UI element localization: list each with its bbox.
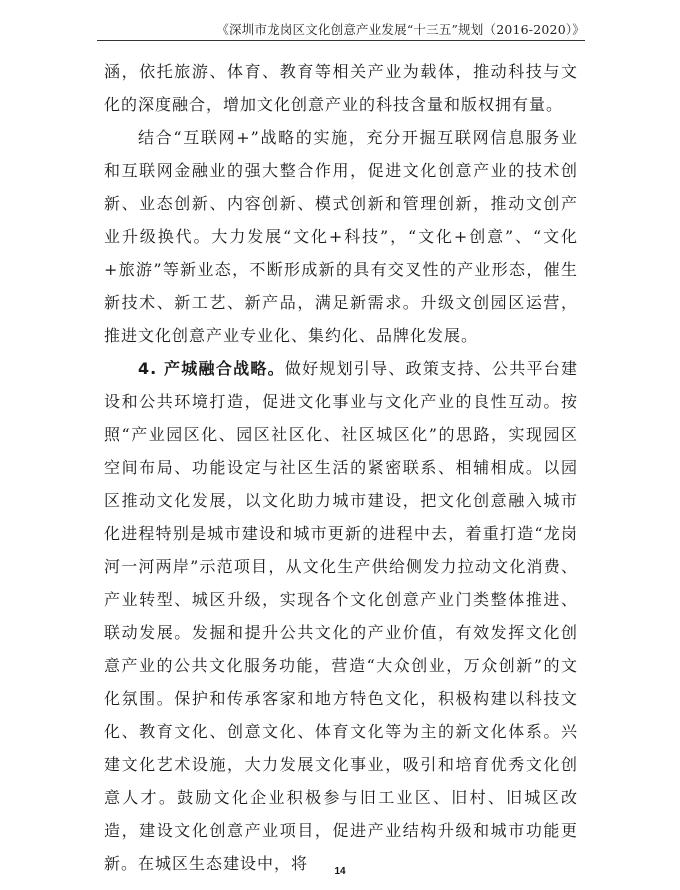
header-divider (97, 40, 585, 41)
paragraph-internet-plus: 结合“互联网+”战略的实施，充分开掘互联网信息服务业和互联网金融业的强大整合作用，促进文化创意产业的技术创新、业态创新、内容创新、模式创新和管理创新，推动文创产业升级换代。大力发展“文化+科技”，“文化+创意”、“文化+旅游”等新业态，不断形成新的具有交叉性的产业形态，催生新技术、新工艺、新产品，满足新需求。升级文创园区运营，推进文化创意产业专业化、集约化、品牌化发展。 (104, 128, 578, 345)
strategy-text: 做好规划引导、政策支持、公共平台建设和公共环境打造，促进文化事业与文化产业的良性互动。按照“产业园区化、园区社区化、社区城区化”的思路，实现园区空间布局、功能设定与社区生活的紧密联系、相辅相成。以园区推动文化发展，以文化助力城市建设，把文化创意融入城市化进程特别是城市建设和城市更新的进程中去，着重打造“龙岗河一河两岸”示范项目，从文化生产供给侧发力拉动文化消费、产业转型、城区升级，实现各个文化创意产业门类整体推进、联动发展。发掘和提升公共文化的产业价值，有效发挥文化创意产业的公共文化服务功能，营造“大众创业，万众创新”的文化氛围。保护和传承客家和地方特色文化，积极构建以科技文化、教育文化、创意文化、体育文化等为主的新文化体系。兴建文化艺术设施，大力发展文化事业，吸引和培育优秀文化创意人才。鼓励文化企业积极参与旧工业区、旧村、旧城区改造，建设文化创意产业项目，促进产业结构升级和城市功能更新。在城区生态建设中，将 (104, 359, 578, 873)
body-text (104, 55, 578, 880)
running-header: 《深圳市龙岗区文化创意产业发展“十三五”规划（2016-2020）》 (216, 22, 585, 37)
page-number: 14 (334, 866, 346, 877)
strategy-heading: 4. 产城融合战略。 (138, 359, 285, 378)
paragraph-industry-city-strategy (104, 352, 578, 880)
paragraph-continued: 涵，依托旅游、体育、教育等相关产业为载体，推动科技与文化的深度融合，增加文化创意产业的科技含量和版权拥有量。 (104, 62, 578, 114)
